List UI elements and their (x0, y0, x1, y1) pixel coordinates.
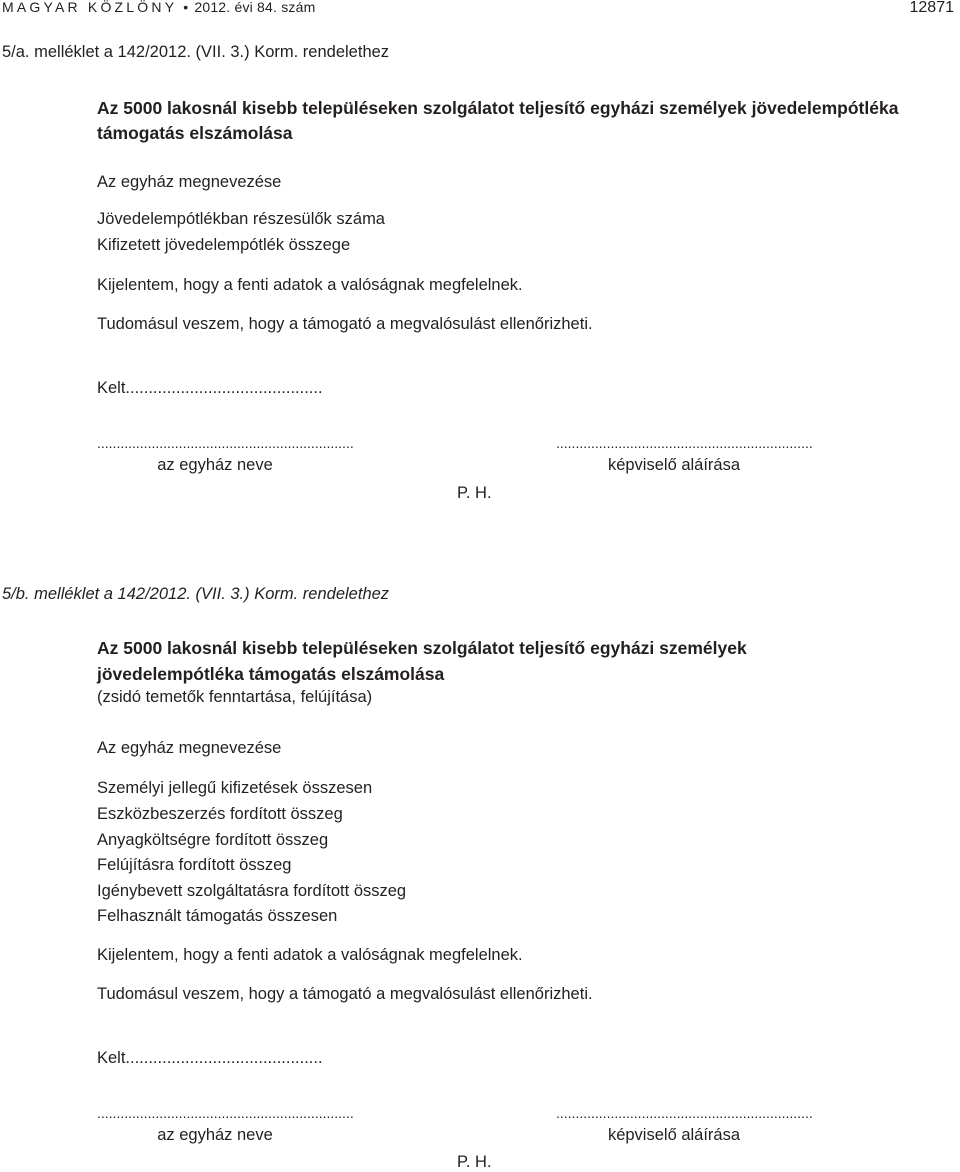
date-line-a: Kelt........................................... (97, 379, 323, 397)
declaration-a: Kijelentem, hogy a fenti adatok a valóságnak megfelelnek. (97, 276, 523, 294)
church-name-label-b: Az egyház megnevezése (97, 739, 282, 757)
church-name-label-a: Az egyház megnevezése (97, 173, 282, 191)
field-label-b: Anyagköltségre fordított összeg (97, 831, 329, 849)
field-label-b: Eszközbeszerzés fordított összeg (97, 805, 343, 823)
form-title-a-line2: támogatás elszámolása (97, 123, 293, 143)
form-subtitle-b: (zsidó temetők fenntartása, felújítása) (97, 688, 373, 706)
bullet-separator: • (183, 0, 189, 15)
field-label-b: Személyi jellegű kifizetések összesen (97, 779, 373, 797)
issue-info: 2012. évi 84. szám (194, 0, 316, 15)
field-label-b: Felhasznált támogatás összesen (97, 907, 338, 925)
signature-block-representative-a (556, 435, 813, 475)
page-number: 12871 (909, 0, 954, 16)
field-label-a: Jövedelempótlékban részesülők száma (97, 210, 385, 228)
signature-caption: az egyház neve (157, 456, 273, 474)
stamp-placeholder-b: P. H. (457, 1153, 492, 1171)
annex-reference-b: 5/b. melléklet a 142/2012. (VII. 3.) Korm. rendelethez (2, 585, 390, 603)
acknowledgement-b: Tudomásul veszem, hogy a támogató a megvalósulást ellenőrizheti. (97, 985, 593, 1003)
form-title-b-line2: jövedelempótléka támogatás elszámolása (97, 664, 445, 684)
running-header (2, 0, 315, 15)
field-label-a: Kifizetett jövedelempótlék összege (97, 236, 351, 254)
annex-reference-a: 5/a. melléklet a 142/2012. (VII. 3.) Korm. rendelethez (2, 43, 390, 61)
signature-dots: .................................................................. (97, 1105, 354, 1121)
signature-dots: .................................................................. (556, 1105, 813, 1121)
form-title-b-line1: Az 5000 lakosnál kisebb településeken szolgálatot teljesítő egyházi személyek (97, 638, 747, 658)
acknowledgement-a: Tudomásul veszem, hogy a támogató a megvalósulást ellenőrizheti. (97, 315, 593, 333)
signature-dots: .................................................................. (97, 435, 354, 451)
signature-dots: .................................................................. (556, 435, 813, 451)
signature-block-representative-b (556, 1105, 813, 1145)
field-label-b: Felújításra fordított összeg (97, 856, 292, 874)
declaration-b: Kijelentem, hogy a fenti adatok a valóságnak megfelelnek. (97, 946, 523, 964)
date-line-b: Kelt........................................... (97, 1049, 323, 1067)
signature-caption: képviselő aláírása (607, 456, 741, 474)
field-label-b: Igénybevett szolgáltatásra fordított összeg (97, 882, 407, 900)
signature-block-church-b (97, 1105, 354, 1145)
journal-name: MAGYAR KÖZLÖNY (2, 0, 178, 15)
form-title-a-line1: Az 5000 lakosnál kisebb településeken szolgálatot teljesítő egyházi személyek jövedelempótléka (97, 98, 899, 118)
signature-block-church-a (97, 435, 354, 475)
stamp-placeholder-a: P. H. (457, 484, 492, 502)
signature-caption: az egyház neve (157, 1126, 273, 1144)
signature-caption: képviselő aláírása (607, 1126, 741, 1144)
